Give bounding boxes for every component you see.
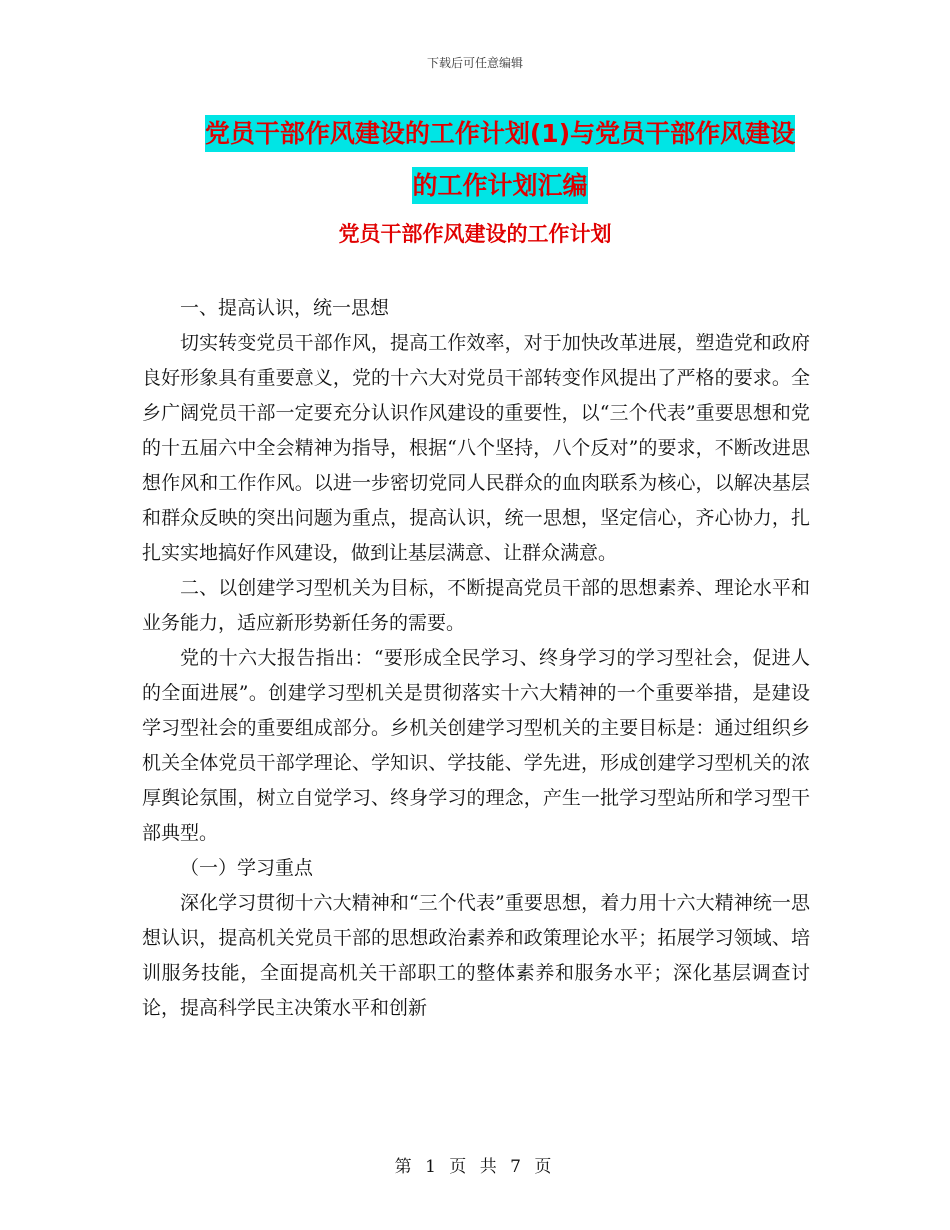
paragraph: 党的十六大报告指出：“要形成全民学习、终身学习的学习型社会，促进人的全面进展”。创建学习型机关是贯彻落实十六大精神的一个重要举措，是建设学习型社会的重要组成部分。乡机关创建学习型机关的主要目标是：通过组织乡机关全体党员干部学理论、学知识、学技能、学先进，形成创建学习型机关的浓厚舆论氛围，树立自觉学习、终身学习的理念，产生一批学习型站所和学习型干部典型。: [142, 647, 810, 844]
paragraph: 深化学习贯彻十六大精神和“三个代表”重要思想，着力用十六大精神统一思想认识，提高机关党员干部的思想政治素养和政策理论水平；拓展学习领域、培训服务技能，全面提高机关干部职工的整体素养和服务水平；深化基层调查讨论，提高科学民主决策水平和创新: [142, 892, 810, 1019]
document-body: [142, 291, 810, 1026]
document-title: [140, 108, 860, 212]
paragraph-heading-2: 二、以创建学习型机关为目标，不断提高党员干部的思想素养、理论水平和业务能力，适应新形势新任务的需要。: [142, 577, 810, 634]
page-number: 第 1 页 共 7 页: [394, 1157, 556, 1177]
paragraph-subheading: （一）学习重点: [180, 857, 314, 879]
document-title-line-2: 的工作计划汇编: [412, 167, 587, 204]
paragraph: 切实转变党员干部作风，提高工作效率，对于加快改革进展，塑造党和政府良好形象具有重要意义，党的十六大对党员干部转变作风提出了严格的要求。全乡广阔党员干部一定要充分认识作风建设的重要性，以“三个代表”重要思想和党的十五届六中全会精神为指导，根据“八个坚持，八个反对”的要求，不断改进思想作风和工作作风。以进一步密切党同人民群众的血肉联系为核心，以解决基层和群众反映的突出问题为重点，提高认识，统一思想，坚定信心，齐心协力，扎扎实实地搞好作风建设，做到让基层满意、让群众满意。: [142, 332, 810, 564]
header-note: 下载后可任意编辑: [426, 56, 523, 70]
section-title: 党员干部作风建设的工作计划: [338, 222, 612, 246]
document-title-line-1: 党员干部作风建设的工作计划(1)与党员干部作风建设: [205, 115, 795, 152]
paragraph-heading-1: 一、提高认识，统一思想: [180, 297, 390, 319]
